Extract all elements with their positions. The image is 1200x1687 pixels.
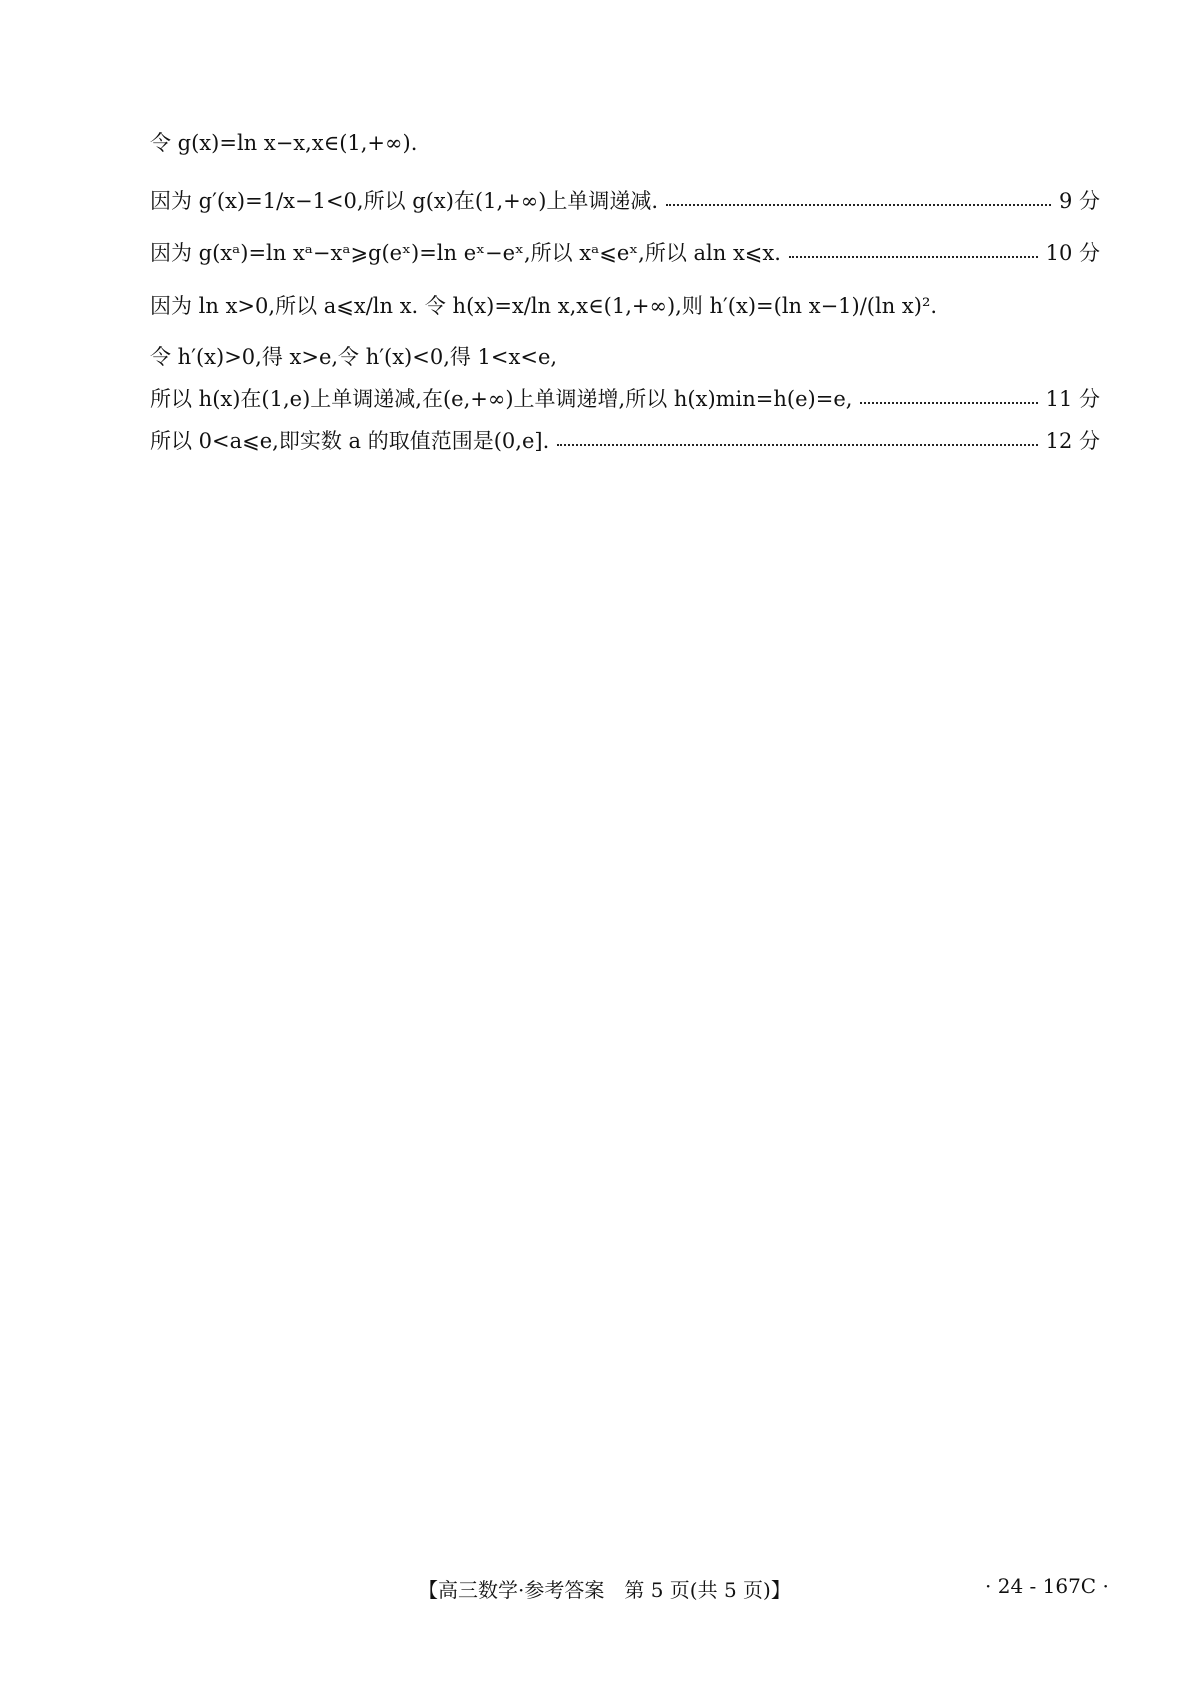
solution-line-1-text: 令 g(x)=ln x−x,x∈(1,+∞). (150, 130, 418, 155)
score-12: 12 分 (1045, 428, 1100, 453)
solution-line-5-text: 令 h′(x)>0,得 x>e,令 h′(x)<0,得 1<x<e, (150, 344, 558, 369)
solution-line-3-text: 因为 g(xᵃ)=ln xᵃ−xᵃ⩾g(eˣ)=ln eˣ−eˣ,所以 xᵃ⩽eˣ,所以 aln x⩽x. (150, 240, 781, 265)
solution-line-7 (150, 424, 1100, 458)
solution-line-1 (150, 126, 1100, 160)
dot-leader (789, 256, 1038, 258)
footer-doc-code: · 24 - 167C · (985, 1574, 1109, 1598)
solution-body (150, 126, 1100, 458)
solution-line-2-text: 因为 g′(x)=1/x−1<0,所以 g(x)在(1,+∞)上单调递减. (150, 188, 659, 213)
score-9: 9 分 (1058, 188, 1100, 213)
footer-page-label: 【高三数学·参考答案 第 5 页(共 5 页)】 (418, 1578, 791, 1602)
dot-leader (860, 402, 1037, 404)
dot-leader (666, 204, 1051, 206)
solution-line-4-text: 因为 ln x>0,所以 a⩽x/ln x. 令 h(x)=x/ln x,x∈(1,+∞),则 h′(x)=(ln x−1)/(ln x)². (150, 293, 938, 318)
solution-line-5 (150, 340, 1100, 374)
solution-line-2 (150, 178, 1100, 224)
solution-line-4 (150, 282, 1100, 330)
solution-line-3 (150, 236, 1100, 270)
score-11: 11 分 (1045, 386, 1100, 411)
solution-line-6 (150, 382, 1100, 416)
score-10: 10 分 (1045, 240, 1100, 265)
solution-line-6-text: 所以 h(x)在(1,e)上单调递减,在(e,+∞)上单调递增,所以 h(x)min=h(e)=e, (150, 386, 853, 411)
solution-line-7-text: 所以 0<a⩽e,即实数 a 的取值范围是(0,e]. (150, 428, 550, 453)
dot-leader (557, 444, 1037, 446)
